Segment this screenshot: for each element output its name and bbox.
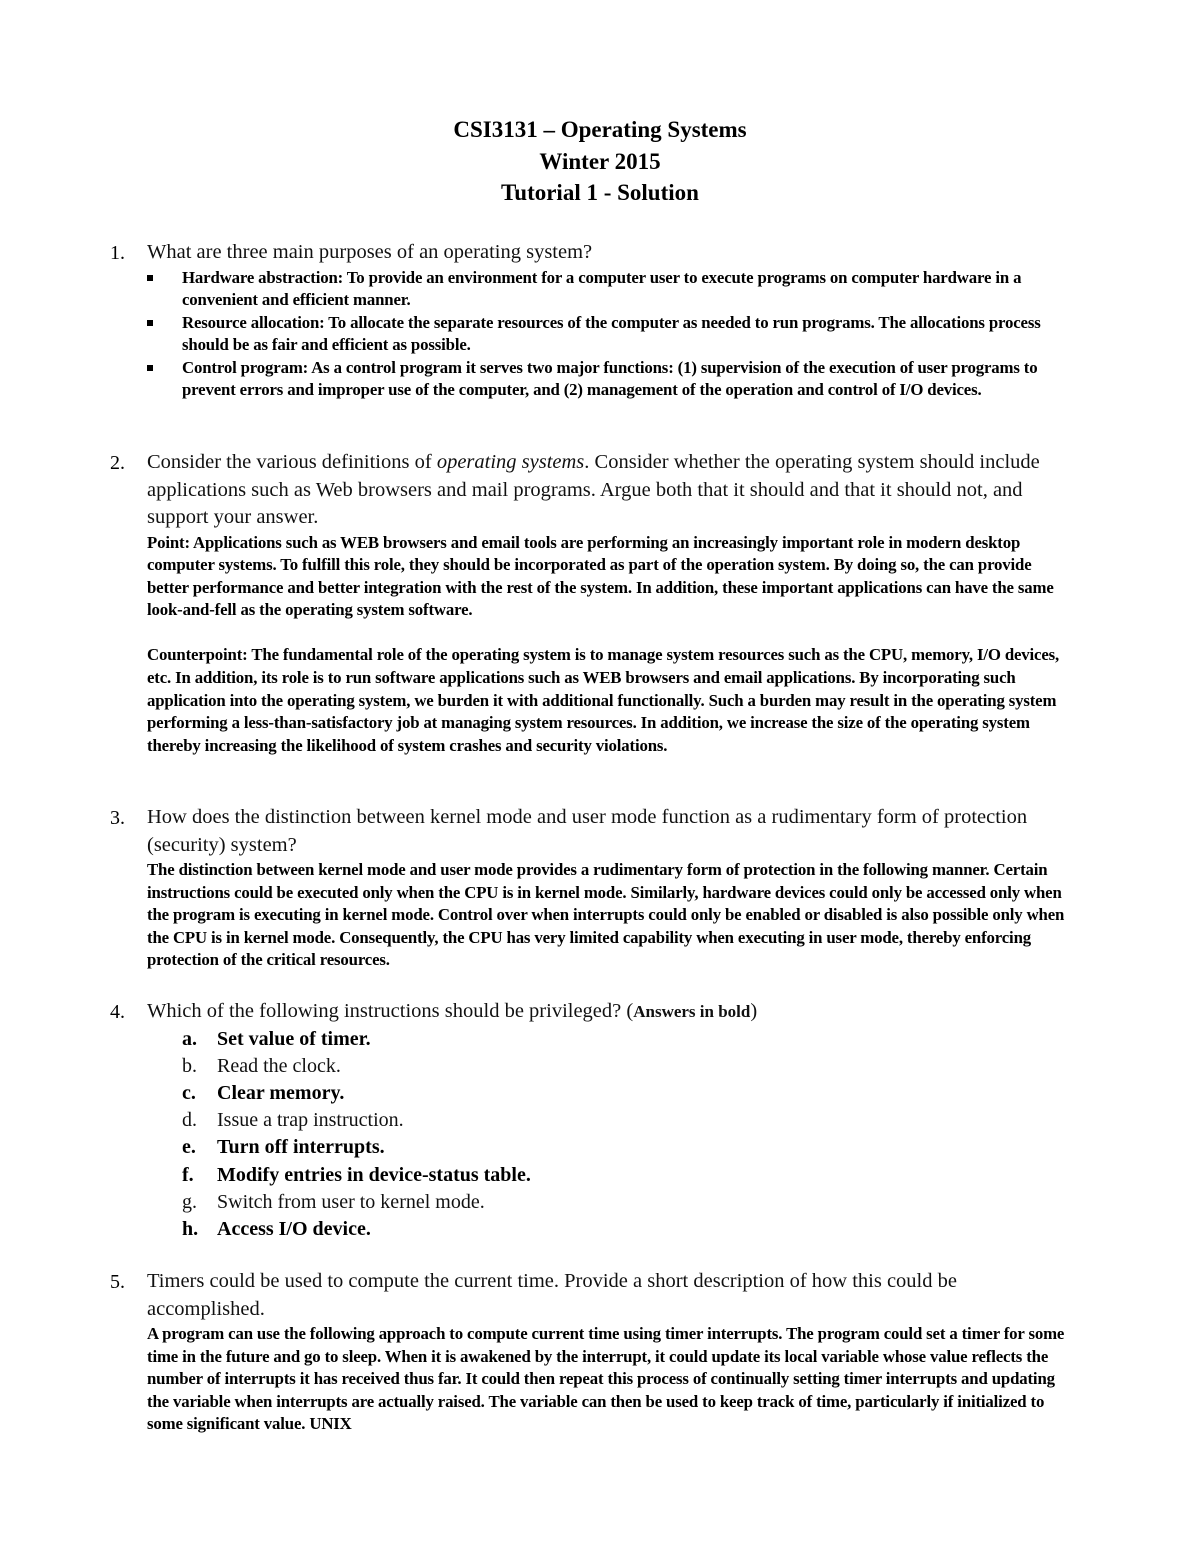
list-item: Resource allocation: To allocate the separate resources of the computer as needed to run programs. The allocations process should be as fair and efficient as possible. — [145, 312, 1070, 357]
question-4 — [110, 998, 1070, 1243]
term: Winter 2015 — [539, 148, 661, 174]
question-number: 3. — [110, 807, 125, 829]
list-item: h. Access I/O device. — [182, 1217, 371, 1240]
question-text: How does the distinction between kernel mode and user mode function as a rudimentary form of protection (security) system? — [147, 806, 1028, 856]
question-number: 4. — [110, 1001, 125, 1023]
list-item: a. Set value of timer. — [182, 1027, 371, 1050]
square-bullet-icon — [147, 365, 153, 371]
question-3 — [110, 804, 1070, 972]
list-item: g. Switch from user to kernel mode. — [182, 1190, 485, 1213]
answer-text: The distinction between kernel mode and user mode provides a rudimentary form of protection in the following manner. Certain instructions could be executed only when the CPU is in kernel mode. Similarly, hardware devices could only be accessed only when the program is executing in kernel mode. Control over when interrupts could only be enabled or disabled is also possible only when the CPU is in kernel mode. Consequently, the CPU has very limited capability when executing in user mode, thereby enforcing protection of the critical resources. — [147, 860, 1065, 970]
question-number: 5. — [110, 1271, 125, 1293]
square-bullet-icon — [147, 275, 153, 281]
question-text: Timers could be used to compute the current time. Provide a short description of how this could be accomplished. — [147, 1270, 957, 1320]
answer-text — [147, 532, 1070, 758]
tutorial-title: Tutorial 1 - Solution — [501, 180, 699, 205]
question-text: Which of the following instructions should be privileged? (Answers in bold) — [147, 1000, 758, 1022]
document-header — [0, 114, 1200, 209]
question-1 — [110, 239, 1070, 402]
answer-list — [145, 267, 1070, 403]
course-title: CSI3131 – Operating Systems — [453, 117, 747, 142]
question-number: 1. — [110, 242, 125, 264]
counterpoint-paragraph: Counterpoint: The fundamental role of the operating system is to manage system resources such as the CPU, memory, I/O devices, etc. In addition, its role is to run software applications such as WEB browsers and email applications. By incorporating such application into the operating system, we burden it with additional functionally. Such a burden may result in the operating system performing a less-than-satisfactory job at managing system resources. In addition, we increase the size of the operating system thereby increasing the likelihood of system crashes and security violations. — [147, 645, 1060, 755]
question-5 — [110, 1268, 1070, 1436]
answer-text: A program can use the following approach to compute current time using timer interrupts. The program could set a timer for some time in the future and go to sleep. When it is awakened by the interrupt, it could update its local variable whose value reflects the number of interrupts it has received thus far. It could then repeat this process of continually setting timer interrupts and updating the variable when interrupts are actually raised. The variable can then be used to keep track of time, particularly if initialized to some significant value. UNIX — [147, 1324, 1065, 1434]
list-item: e. Turn off interrupts. — [182, 1136, 385, 1159]
list-item: d. Issue a trap instruction. — [182, 1109, 404, 1132]
list-item: c. Clear memory. — [182, 1081, 345, 1104]
list-item: Hardware abstraction: To provide an environment for a computer user to execute programs on computer hardware in a convenient and efficient manner. — [145, 267, 1070, 312]
question-number: 2. — [110, 452, 125, 474]
list-item: Control program: As a control program it serves two major functions: (1) supervision of the execution of user programs to prevent errors and improper use of the computer, and (2) management of the operation and control of I/O devices. — [145, 357, 1070, 402]
instruction-list — [182, 1026, 1070, 1244]
square-bullet-icon — [147, 320, 153, 326]
question-text: Consider the various definitions of operating systems. Consider whether the operating system should include applications such as Web browsers and mail programs. Argue both that it should and that it should not, and support your answer. — [147, 451, 1040, 528]
question-2 — [110, 449, 1070, 757]
list-item: b. Read the clock. — [182, 1054, 341, 1077]
point-paragraph: Point: Applications such as WEB browsers and email tools are performing an increasingly important role in modern desktop computer systems. To fulfill this role, they should be incorporated as part of the operation system. By doing so, the can provide better performance and better integration with the rest of the system. In addition, these important applications can have the same look-and-fell as the operating system software. — [147, 532, 1054, 620]
question-text: What are three main purposes of an operating system? — [147, 241, 593, 263]
list-item: f. Modify entries in device-status table. — [182, 1163, 531, 1186]
